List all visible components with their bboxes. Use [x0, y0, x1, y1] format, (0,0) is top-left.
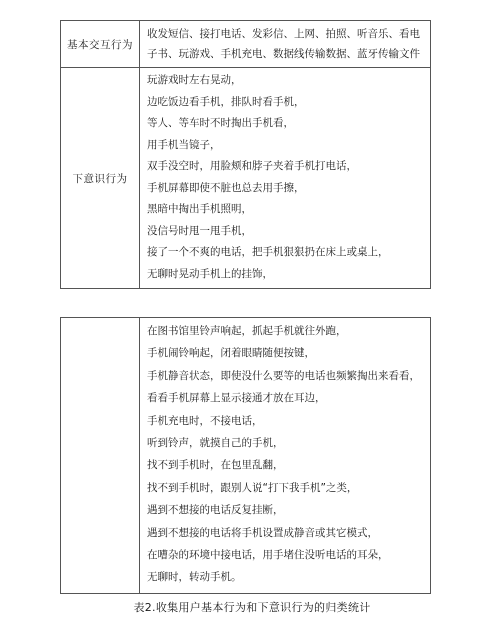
list-item: 等人、等车时不时掏出手机看， [147, 117, 294, 129]
list-item: 接了一个不爽的电话，把手机狠狠扔在床上或桌上， [147, 246, 389, 258]
list-item: 在图书馆里铃声响起，抓起手机就往外跑， [147, 325, 347, 337]
table-caption: 表2.收集用户基本行为和下意识行为的归类统计 [133, 601, 371, 614]
list-item: 没信号时甩一甩手机， [147, 224, 252, 237]
table-row-subconscious [61, 68, 431, 289]
list-item: 手机静音状态，即使没什么要等的电话也频繁掏出来看看， [147, 369, 420, 382]
behavior-table-bottom [60, 317, 431, 594]
list-item: 无聊时晃动手机上的挂饰， [147, 267, 273, 280]
list-item: 听到铃声，就摸自己的手机， [147, 436, 284, 449]
list-item: 玩游戏时左右晃动， [147, 74, 242, 86]
list-item: 在嘈杂的环境中接电话，用手堵住没听电话的耳朵， [147, 548, 389, 561]
continued-label-cell [61, 318, 140, 594]
list-item: 手机屏幕即使不脏也总去用手擦， [147, 181, 305, 194]
list-item: 用手机当镜子， [147, 138, 221, 151]
list-item: 找不到手机时，在包里乱翻， [147, 459, 284, 472]
continued-behavior-list [140, 318, 431, 594]
list-item: 找不到手机时，跟别人说“打下我手机”之类， [147, 481, 358, 494]
table-row-continued [61, 318, 431, 594]
list-item: 手机闹铃响起，闭着眼睛随便按键， [147, 347, 315, 360]
table-row-basic [61, 21, 431, 68]
list-item: 黑暗中掏出手机照明， [147, 203, 252, 215]
basic-behavior-content: 收发短信、接打电话、发彩信、上网、拍照、听音乐、看电子书、玩游戏、手机充电、数据线传输数据、蓝牙传输文件 [140, 21, 431, 68]
list-item: 双手没空时，用脸颊和脖子夹着手机打电话， [147, 160, 357, 172]
list-item: 遇到不想接的电话将手机设置成静音或其它模式， [147, 526, 378, 539]
list-item: 看看手机屏幕上显示接通才放在耳边， [147, 392, 326, 405]
list-item: 边吃饭边看手机，排队时看手机， [147, 95, 305, 108]
behavior-table-top [60, 20, 431, 289]
subconscious-behavior-list [140, 68, 431, 289]
basic-behavior-label: 基本交互行为 [61, 21, 140, 68]
list-item: 遇到不想接的电话反复挂断， [147, 504, 284, 517]
list-item: 手机充电时，不接电话， [147, 414, 263, 427]
subconscious-behavior-label: 下意识行为 [61, 68, 140, 289]
list-item: 无聊时，转动手机。 [147, 571, 242, 584]
